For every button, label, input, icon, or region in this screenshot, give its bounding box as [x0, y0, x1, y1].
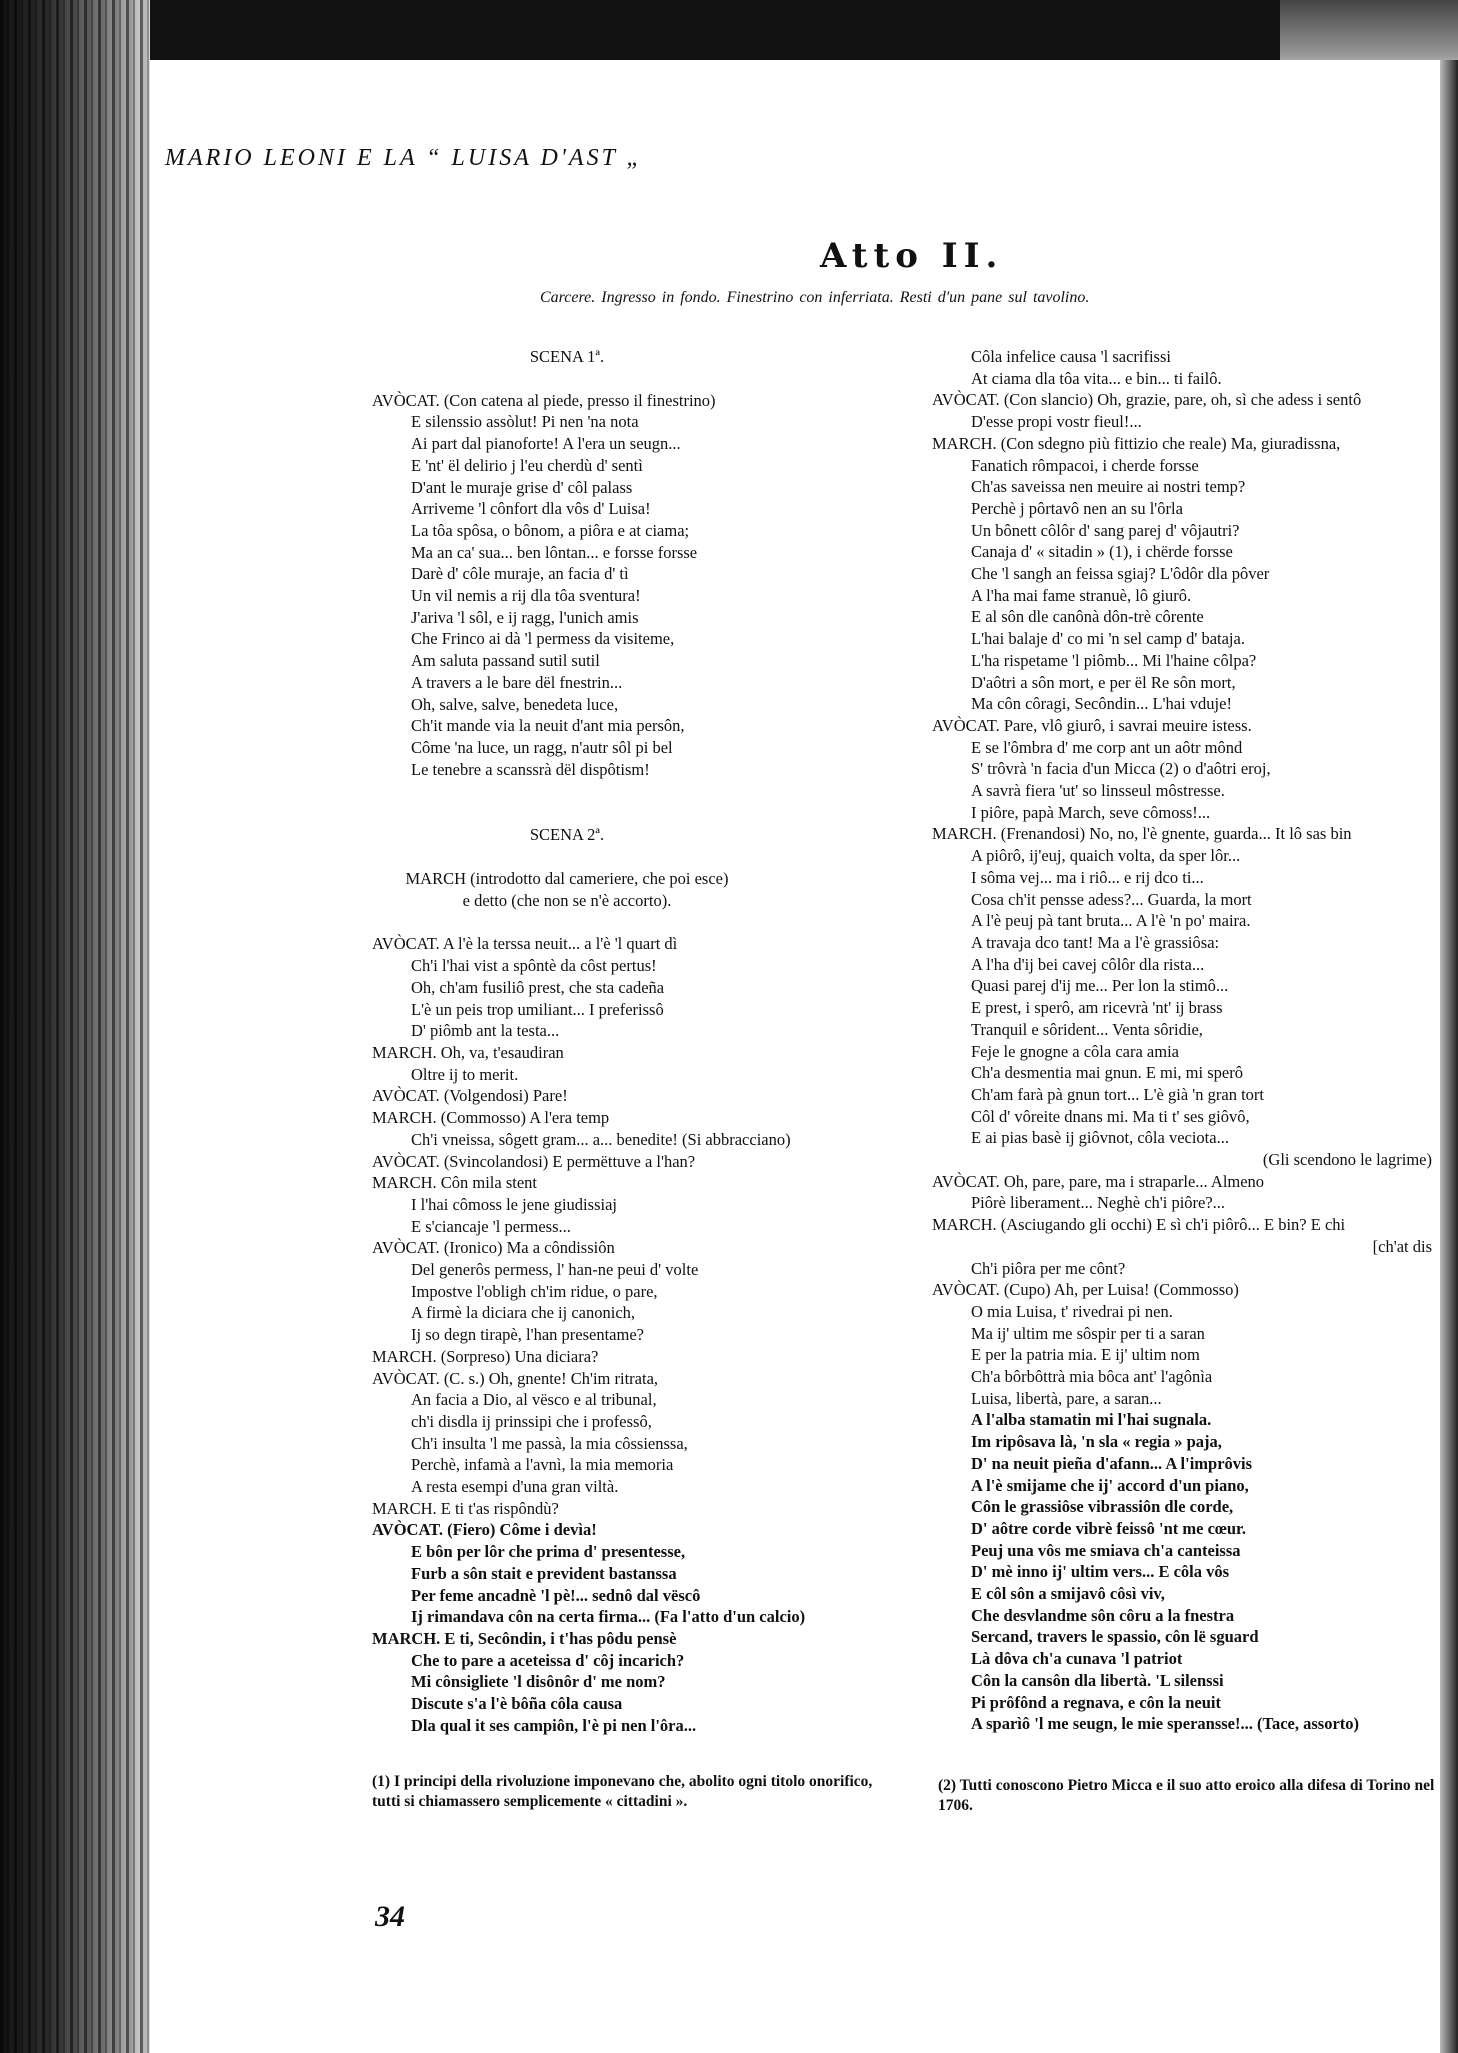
running-title: MARIO LEONI E LA “ LUISA D'AST „	[165, 145, 643, 171]
stage-setting: Carcere. Ingresso in fondo. Finestrino con inferriata. Resti d'un pane sul tavolino.	[540, 289, 1090, 306]
verse-line: Discute s'a l'è bôña côla causa	[411, 1694, 623, 1714]
footnote-1: (1) I principi della rivoluzione imponevano che, abolito ogni titolo onorifico, tutti si chiamassero semplicemente « cittadini ».	[372, 1773, 873, 1810]
verse-line: A resta esempi d'una gran viltà.	[411, 1477, 619, 1497]
verse-line: AVÒCAT. (C. s.) Oh, gnente! Ch'im ritrata,	[372, 1368, 659, 1388]
verse-line: Tranquil e sôrident... Venta sôridie,	[971, 1019, 1203, 1039]
verse-line: AVÒCAT. Pare, vlô giurô, i savrai meuire istess.	[932, 715, 1252, 735]
verse-line: A piôrô, ij'euj, quaich volta, da sper lôr...	[971, 846, 1241, 866]
verse-line: Pi prôfônd a regnava, e côn la neuit	[971, 1692, 1221, 1712]
verse-line: Un vil nemis a rij dla tôa sventura!	[411, 586, 641, 606]
verse-line: Feje le gnogne a côla cara amia	[971, 1041, 1179, 1061]
verse-line: E côl sôn a smijavô côsì viv,	[971, 1584, 1165, 1604]
line-gap	[372, 802, 912, 824]
verse-line: Per feme ancadnè 'l pè!... sednô dal vëscô	[411, 1585, 701, 1605]
verse-line: Ch'it mande via la neuit d'ant mia persôn,	[411, 716, 685, 736]
verse-line: D' mè inno ij' ultim vers... E côla vôs	[971, 1562, 1230, 1582]
verse-line: Arriveme 'l cônfort dla vôs d' Luisa!	[411, 499, 651, 519]
verse-line: MARCH. (Asciugando gli occhi) E sì ch'i piôrô... E bin? E chi	[932, 1215, 1346, 1235]
verse-line: A l'è smijame che ij' accord d'un piano,	[971, 1475, 1249, 1495]
verse-line: MARCH. (Sorpreso) Una diciara?	[372, 1346, 599, 1366]
verse-line: [ch'at dis	[1372, 1236, 1432, 1256]
verse-line: Darè d' côle muraje, an facia d' tì	[411, 564, 629, 584]
verse-line: Là dôva ch'a cunava 'l patriot	[971, 1649, 1183, 1669]
verse-line: Sercand, travers le spassio, côn lë sguard	[971, 1627, 1259, 1647]
verse-line: Oh, salve, salve, benedeta luce,	[411, 694, 619, 714]
verse-line: Perchè j pôrtavô nen an su l'ôrla	[971, 498, 1183, 518]
verse-line: D' piômb ant la testa...	[411, 1021, 560, 1041]
verse-line: E al sôn dle canônà dôn-trè côrente	[971, 607, 1204, 627]
verse-line: Dla qual it ses campiôn, l'è pi nen l'ôra...	[411, 1715, 697, 1735]
right-column	[932, 346, 1432, 1735]
verse-line: AVÒCAT. (Fiero) Côme i devìa!	[372, 1520, 597, 1540]
line-gap	[372, 368, 912, 390]
verse-line: AVÒCAT. (Cupo) Ah, per Luisa! (Commosso)	[932, 1280, 1239, 1300]
verse-line: Ch'i piôra per me cônt?	[971, 1258, 1126, 1278]
verse-line: A firmè la diciara che ij canonich,	[411, 1303, 636, 1323]
verse-line: SCENA 2ª.	[529, 825, 605, 845]
footnote-2: (2) Tutti conoscono Pietro Micca e il suo atto eroico alla difesa di Torino nel 1706.	[938, 1777, 1435, 1814]
verse-line: Ai part dal pianoforte! A l'era un seugn...	[411, 434, 681, 454]
verse-line: Che 'l sangh an feissa sgiaj? L'ôdôr dla pôver	[971, 564, 1270, 584]
verse-line: J'ariva 'l sôl, e ij ragg, l'unich amis	[411, 607, 639, 627]
verse-line: D' na neuit pieña d'afann... A l'imprôvis	[971, 1453, 1253, 1473]
verse-line: L'è un peis trop umiliant... I preferissô	[411, 999, 664, 1019]
verse-line: Ch'i vneissa, sôgett gram... a... benedite! (Si abbracciano)	[411, 1129, 791, 1149]
verse-line: Mi cônsigliete 'l disônôr d' me nom?	[411, 1672, 666, 1692]
verse-line: Côme 'na luce, un ragg, n'autr sôl pi bel	[411, 737, 673, 757]
verse-line: I piôre, papà March, seve cômoss!...	[971, 802, 1211, 822]
verse-line: Côn la cansôn dla libertà. 'L silenssi	[971, 1670, 1224, 1690]
verse-line: Che Frinco ai dà 'l permess da visiteme,	[411, 629, 675, 649]
verse-line: Ch'a desmentia mai gnun. E mi, mi sperô	[971, 1063, 1243, 1083]
scan-border-right	[1440, 60, 1458, 2053]
verse-line: A savrà fiera 'ut' so linsseul môstresse.	[971, 781, 1225, 801]
verse-line: Côl d' vôreite dnans mi. Ma ti t' ses giôvô,	[971, 1106, 1250, 1126]
verse-line: Côla infelice causa 'l sacrifissi	[971, 347, 1171, 366]
verse-line: A l'è peuj pà tant bruta... A l'è 'n po' maira.	[971, 911, 1251, 931]
verse-line: Ma ij' ultim me sôspir per ti a saran	[971, 1323, 1205, 1343]
verse-line: A l'ha mai fame stranuè, lô giurô.	[971, 585, 1192, 605]
verse-line: E prest, i sperô, am ricevrà 'nt' ij brass	[971, 998, 1223, 1018]
line-gap	[372, 780, 912, 802]
verse-line: L'hai balaje d' co mi 'n sel camp d' bataja.	[971, 629, 1245, 649]
verse-line: E silenssio assòlut! Pi nen 'na nota	[411, 412, 639, 432]
verse-line: Canaja d' « sitadin » (1), i chërde forsse	[971, 542, 1233, 562]
verse-line: Oh, ch'am fusiliô prest, che sta cadeña	[411, 977, 665, 997]
verse-line: MARCH. Côn mila stent	[372, 1173, 538, 1193]
verse-line: Luisa, libertà, pare, a saran...	[971, 1388, 1162, 1408]
verse-line: A sparìô 'l me seugn, le mie speransse!... (Tace, assorto)	[971, 1714, 1360, 1734]
verse-line: MARCH. (Con sdegno più fittizio che reale) Ma, giuradissna,	[932, 433, 1341, 453]
scan-border-top	[0, 0, 1285, 60]
verse-line: MARCH. (Commosso) A l'era temp	[372, 1108, 610, 1128]
verse-line: AVÒCAT. Oh, pare, pare, ma i straparle... Almeno	[932, 1171, 1265, 1191]
verse-line: I l'hai cômoss le jene giudissiaj	[411, 1194, 617, 1214]
verse-line: Le tenebre a scanssrà dël dispôtism!	[411, 759, 650, 779]
verse-line: e detto (che non se n'è accorto).	[462, 890, 672, 910]
verse-line: Ch'am farà pà gnun tort... L'è già 'n gran tort	[971, 1084, 1264, 1104]
verse-line: Côn le grassiôse vibrassiôn dle corde,	[971, 1497, 1234, 1517]
scan-border-left	[0, 0, 150, 2053]
verse-line: Peuj una vôs me smiava ch'a canteissa	[971, 1540, 1241, 1560]
verse-line: MARCH. E ti t'as rispôndù?	[372, 1498, 559, 1518]
verse-line: E s'ciancaje 'l permess...	[411, 1216, 571, 1236]
verse-line: (Gli scendono le lagrime)	[1262, 1150, 1432, 1170]
verse-line: Ch'i insulta 'l me passà, la mia côssienssa,	[411, 1433, 688, 1453]
verse-line: MARCH. (Frenandosi) No, no, l'è gnente, guarda... It lô sas bin	[932, 824, 1352, 844]
verse-line: A l'ha d'ij bei cavej côlôr dla rista...	[971, 954, 1205, 974]
verse-line: Fanatich rômpacoi, i cherde forsse	[971, 455, 1199, 475]
verse-line: Im ripôsava là, 'n sla « regia » paja,	[971, 1432, 1222, 1452]
verse-line: Ch'as saveissa nen meuire ai nostri temp?	[971, 477, 1246, 497]
act-title: Atto II.	[820, 236, 1004, 276]
verse-line: E se l'ômbra d' me corp ant un aôtr mônd	[971, 737, 1243, 757]
verse-line: D'ant le muraje grise d' côl palass	[411, 477, 633, 497]
verse-line: Che desvlandme sôn côru a la fnestra	[971, 1605, 1235, 1625]
verse-line: Piôrè liberament... Neghè ch'i piôre?...	[971, 1193, 1226, 1213]
verse-line: Ch'a bôrbôttrà mia bôca ant' l'agônìa	[971, 1367, 1213, 1387]
verse-line: E per la patria mia. E ij' ultim nom	[971, 1345, 1200, 1365]
verse-line: E 'nt' ël delirio j l'eu cherdù d' sentì	[411, 455, 643, 475]
verse-line: SCENA 1ª.	[529, 347, 605, 366]
verse-line: D' aôtre corde vibrè feissô 'nt me cœur.	[971, 1518, 1246, 1538]
verse-line: A l'alba stamatin mi l'hai sugnala.	[971, 1410, 1212, 1430]
verse-line: Ij rimandava côn na certa firma... (Fa l'atto d'un calcio)	[411, 1607, 806, 1627]
verse-line: Un bônett côlôr d' sang parej d' vôjautri?	[971, 520, 1240, 540]
verse-line: Del generôs permess, l' han-ne peui d' volte	[411, 1260, 699, 1280]
left-column	[372, 346, 912, 1736]
verse-line: Ij so degn tirapè, l'han presentame?	[411, 1325, 644, 1345]
verse-line: Ma côn côragi, Secôndin... L'hai vduje!	[971, 694, 1232, 714]
verse-line: D'esse propi vostr fieul!...	[971, 412, 1142, 432]
line-gap	[372, 911, 912, 933]
verse-line: La tôa spôsa, o bônom, a piôra e at ciama;	[411, 520, 690, 540]
verse-line: AVÒCAT. A l'è la terssa neuit... a l'è 'l quart dì	[372, 934, 678, 954]
verse-line: A travers a le bare dël fnestrin...	[411, 672, 623, 692]
verse-line: E bôn per lôr che prima d' presentesse,	[411, 1542, 686, 1562]
verse-line: D'aôtri a sôn mort, e per ël Re sôn mort,	[971, 672, 1236, 692]
page-number: 34	[375, 1900, 405, 1933]
verse-line: Quasi parej d'ij me... Per lon la stimô...	[971, 976, 1229, 996]
verse-line: I sôma vej... ma i riô... e rij dco ti...	[971, 867, 1204, 887]
verse-line: MARCH. Oh, va, t'esaudiran	[372, 1042, 564, 1062]
verse-line: AVÒCAT. (Con catena al piede, presso il finestrino)	[372, 390, 716, 410]
verse-line: Furb a sôn stait e prevident bastanssa	[411, 1563, 677, 1583]
verse-line: ch'i disdla ij prinssipi che i professô,	[411, 1411, 652, 1431]
verse-line: AVÒCAT. (Ironico) Ma a côndissiôn	[372, 1238, 615, 1258]
verse-line: AVÒCAT. (Volgendosi) Pare!	[372, 1086, 568, 1106]
verse-line: O mia Luisa, t' rivedrai pi nen.	[971, 1301, 1173, 1321]
verse-line: A travaja dco tant! Ma a l'è grassiôsa:	[971, 932, 1220, 952]
verse-line: Perchè, infamà a l'avnì, la mia memoria	[411, 1455, 674, 1475]
verse-line: An facia a Dio, al vësco e al tribunal,	[411, 1390, 657, 1410]
verse-line: L'ha rispetame 'l piômb... Mi l'haine côlpa?	[971, 650, 1257, 670]
verse-line: Oltre ij to merit.	[411, 1064, 519, 1084]
verse-line: Ma an ca' sua... ben lôntan... e forsse forsse	[411, 542, 698, 562]
verse-line: MARCH (introdotto dal cameriere, che poi esce)	[405, 869, 729, 889]
verse-line: Am saluta passand sutil sutil	[411, 651, 600, 671]
verse-line: At ciama dla tôa vita... e bin... ti failô.	[971, 368, 1222, 388]
verse-line: Impostve l'obligh ch'im ridue, o pare,	[411, 1281, 658, 1301]
verse-line: MARCH. E ti, Secôndin, i t'has pôdu pensè	[372, 1628, 677, 1648]
verse-line: S' trôvrà 'n facia d'un Micca (2) o d'aôtri eroj,	[971, 759, 1271, 779]
verse-line: E ai pias basè ij giôvnot, côla veciota...	[971, 1128, 1229, 1148]
verse-line: AVÒCAT. (Svincolandosi) E permëttuve a l'han?	[372, 1151, 696, 1171]
verse-line: AVÒCAT. (Con slancio) Oh, grazie, pare, oh, sì che adess i sentô	[932, 390, 1362, 410]
verse-line: Cosa ch'it pensse adess?... Guarda, la mort	[971, 889, 1252, 909]
verse-line: Ch'i l'hai vist a spôntè da côst pertus!	[411, 956, 657, 976]
verse-line: Che to pare a aceteissa d' côj incarich?	[411, 1650, 685, 1670]
line-gap	[372, 846, 912, 868]
